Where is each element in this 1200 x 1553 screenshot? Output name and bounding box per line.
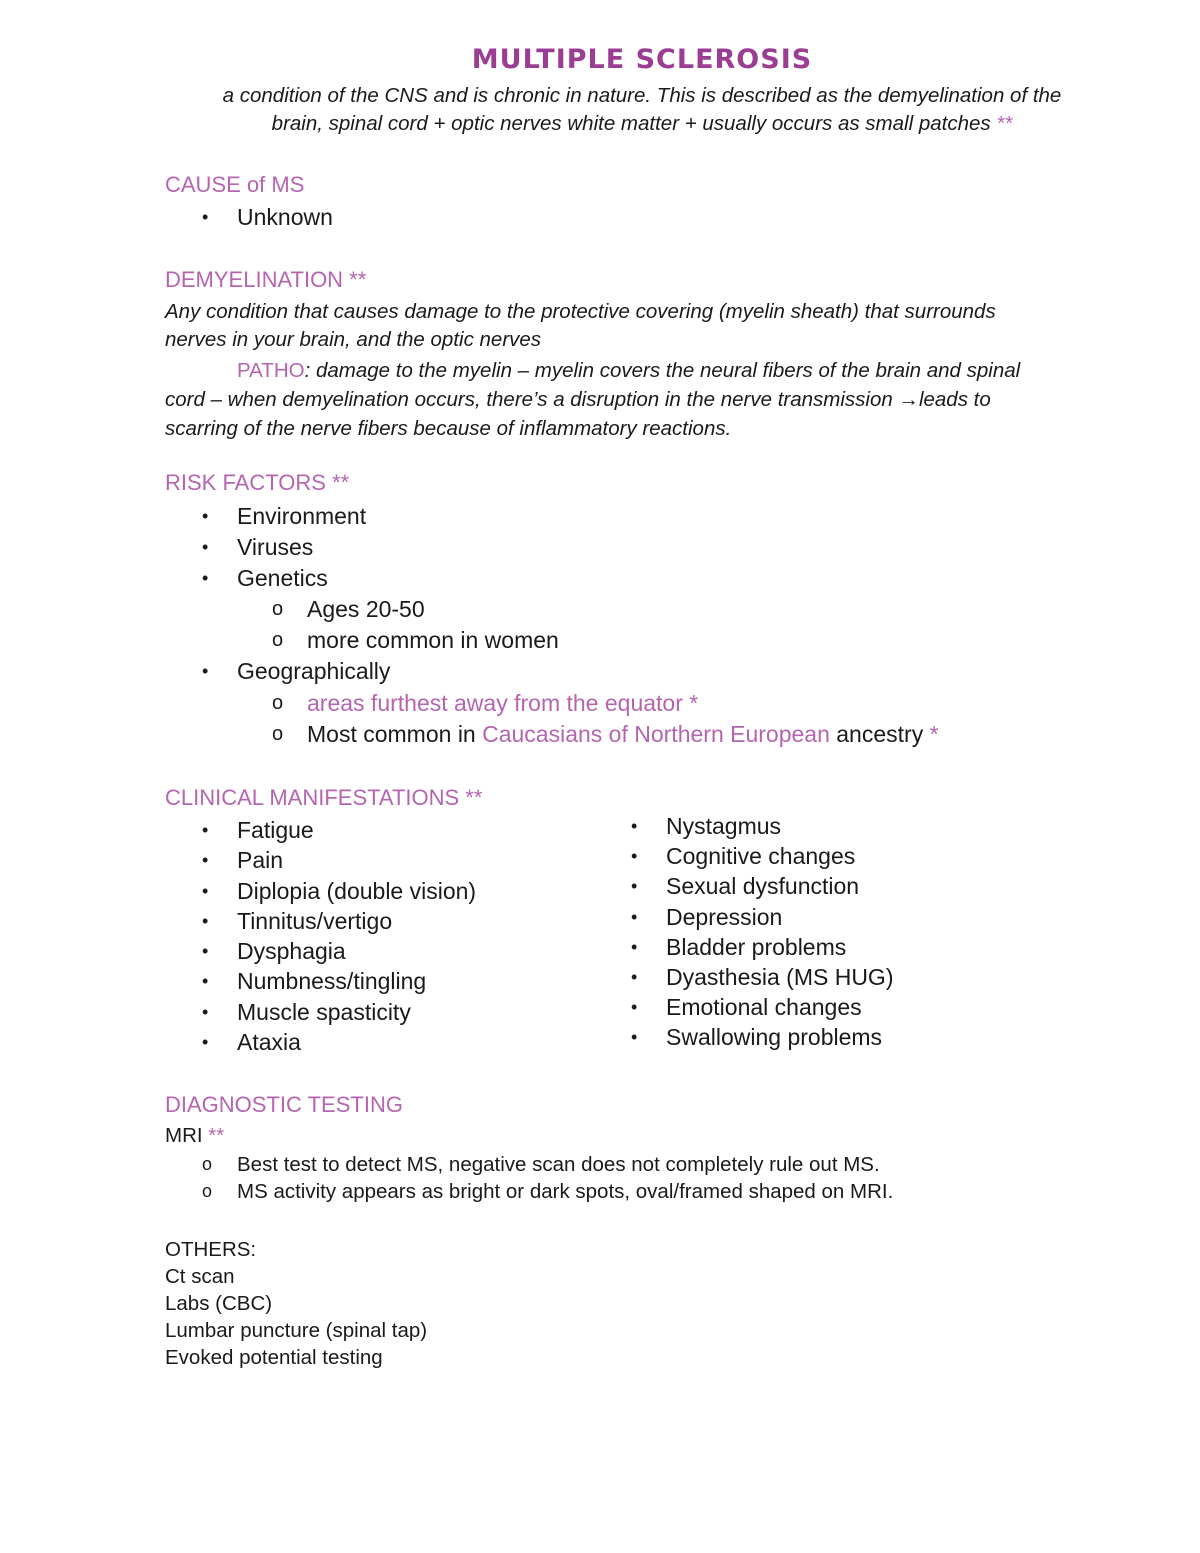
circle-bullet-icon: o	[272, 629, 284, 651]
list-item: • Diplopia (double vision)	[237, 876, 476, 906]
list-item: • Swallowing problems	[666, 1022, 893, 1052]
list-item: • Emotional changes	[666, 992, 893, 1022]
list-item: • Cognitive changes	[666, 841, 893, 871]
list-item: • Depression	[666, 902, 893, 932]
list-item: • Nystagmus	[666, 811, 893, 841]
bullet-icon: •	[202, 1001, 209, 1022]
list-item: o Most common in Caucasians of Northern European ancestry *	[237, 719, 939, 750]
circle-bullet-icon: o	[272, 692, 284, 714]
list-item: • Muscle spasticity	[237, 997, 476, 1027]
page-title: MULTIPLE SCLEROSIS	[471, 44, 813, 75]
bullet-icon: •	[202, 661, 209, 681]
demyelination-definition: Any condition that causes damage to the protective covering (myelin sheath) that surrounds nerves in your brain, and the optic nerves	[165, 300, 996, 351]
list-item: Labs (CBC)	[165, 1292, 273, 1315]
list-item: • Geographically	[237, 656, 939, 687]
others-label: OTHERS:	[165, 1238, 257, 1261]
list-item: • Numbness/tingling	[237, 966, 476, 996]
bullet-icon: •	[202, 207, 209, 227]
intro-line-1: a condition of the CNS and is chronic in nature. This is described as the demyelination of the	[222, 84, 1062, 107]
list-item: • Bladder problems	[666, 932, 893, 962]
bullet-icon: •	[631, 846, 638, 867]
list-item: • Genetics	[237, 563, 939, 594]
circle-bullet-icon: o	[272, 598, 284, 620]
bullet-icon: •	[631, 997, 638, 1018]
bullet-icon: •	[202, 537, 209, 557]
list-item: o MS activity appears as bright or dark spots, oval/framed shaped on MRI.	[202, 1180, 894, 1203]
list-item: • Dysphagia	[237, 936, 476, 966]
bullet-icon: •	[202, 880, 209, 901]
circle-bullet-icon: o	[202, 1181, 213, 1201]
bullet-icon: •	[631, 936, 638, 957]
intro-paragraph	[150, 82, 1134, 138]
bullet-icon: •	[202, 941, 209, 962]
list-item: • Ataxia	[237, 1027, 476, 1057]
list-item: o areas furthest away from the equator *	[237, 687, 939, 719]
diagnostic-testing-heading: DIAGNOSTIC TESTING	[165, 1092, 403, 1117]
circle-bullet-icon: o	[202, 1154, 213, 1174]
list-item: • Fatigue	[237, 815, 476, 845]
cause-heading: CAUSE of MS	[165, 172, 305, 197]
list-item: Ct scan	[165, 1265, 235, 1288]
list-item: o Best test to detect MS, negative scan does not completely rule out MS.	[202, 1153, 880, 1176]
bullet-icon: •	[202, 971, 209, 992]
mri-list	[202, 1151, 894, 1205]
list-item: o more common in women	[237, 625, 939, 656]
bullet-icon: •	[202, 1032, 209, 1053]
bullet-icon: •	[631, 906, 638, 927]
list-item: Lumbar puncture (spinal tap)	[165, 1319, 428, 1342]
others-list	[165, 1263, 427, 1371]
bullet-icon: •	[631, 816, 638, 836]
cause-list	[202, 202, 333, 233]
clinical-manifestations-heading: CLINICAL MANIFESTATIONS **	[165, 785, 483, 810]
list-item: • Pain	[237, 845, 476, 875]
bullet-icon: •	[202, 910, 209, 931]
list-item: o Ages 20-50	[237, 594, 939, 625]
intro-stars: **	[996, 112, 1013, 135]
patho-label: PATHO	[237, 359, 305, 382]
risk-factors-list	[202, 501, 939, 750]
bullet-icon: •	[202, 820, 209, 840]
circle-bullet-icon: o	[272, 723, 284, 745]
mri-label: MRI **	[165, 1124, 225, 1147]
list-item: • Viruses	[237, 532, 939, 563]
bullet-icon: •	[631, 1027, 638, 1048]
bullet-icon: •	[631, 966, 638, 987]
clinical-list-left	[202, 815, 477, 1057]
list-item: • Dyasthesia (MS HUG)	[666, 962, 893, 992]
bullet-icon: •	[202, 850, 209, 871]
bullet-icon: •	[202, 506, 209, 526]
list-item: • Environment	[237, 501, 939, 532]
list-item: • Sexual dysfunction	[666, 871, 893, 901]
bullet-icon: •	[202, 568, 209, 588]
demyelination-heading: DEMYELINATION **	[165, 267, 367, 292]
bullet-icon: •	[631, 876, 638, 897]
list-item: • Unknown	[237, 202, 333, 233]
list-item: Evoked potential testing	[165, 1346, 383, 1369]
risk-factors-heading: RISK FACTORS **	[165, 470, 350, 495]
list-item: • Tinnitus/vertigo	[237, 906, 476, 936]
clinical-list-right	[631, 811, 894, 1053]
intro-line-2: brain, spinal cord + optic nerves white matter + usually occurs as small patches	[271, 112, 991, 135]
patho-paragraph: PATHO: damage to the myelin – myelin covers the neural fibers of the brain and spinal cord – when demyelination occurs, there’s a disruption in the nerve transmission →leads to scarring of the nerve fibers because of inflammatory reactions.	[165, 359, 1021, 440]
